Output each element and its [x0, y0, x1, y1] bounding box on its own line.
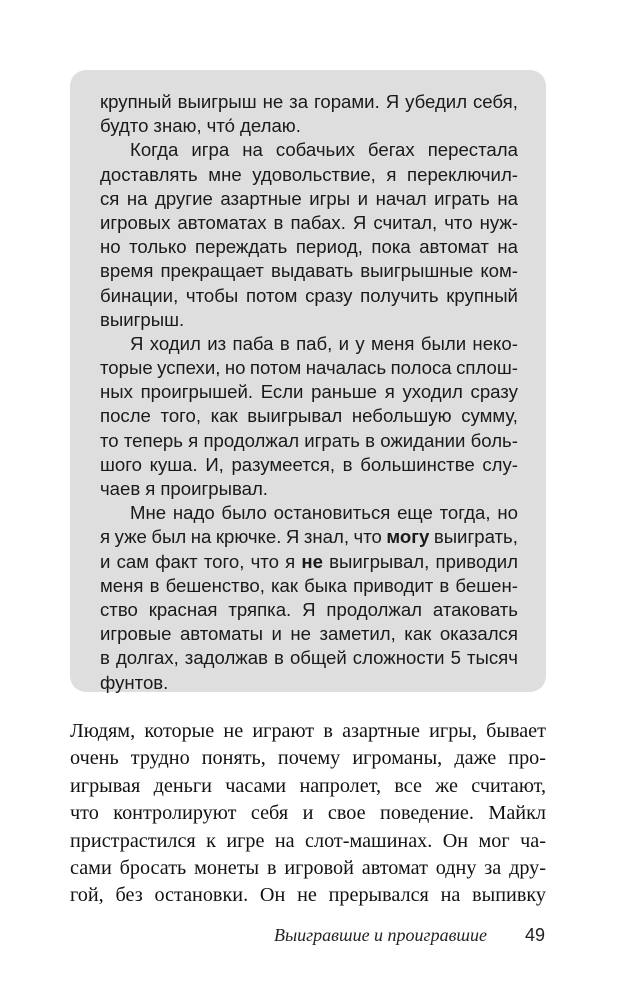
quote-line [100, 574, 518, 598]
word: собачьих [275, 139, 355, 161]
word: проигрышей. [140, 381, 254, 403]
word: что [353, 526, 382, 548]
word: продолжал [203, 429, 300, 451]
word: потом [245, 284, 298, 306]
word: контролируют [113, 802, 237, 825]
word: бегах [367, 139, 415, 161]
quote-line [100, 163, 518, 187]
word: сложности [352, 647, 445, 669]
word: все [394, 774, 422, 797]
word: на [126, 187, 148, 209]
word: задолжав [184, 647, 268, 669]
word: в [342, 453, 353, 475]
word: игры [309, 187, 351, 209]
word: успехи, [157, 357, 221, 379]
word: свое [327, 802, 366, 825]
word: мог [478, 829, 510, 852]
word: я [100, 526, 111, 548]
word: уходил [402, 381, 463, 403]
word: не [301, 550, 323, 572]
word: крупный [446, 284, 518, 306]
word: остановки. [154, 884, 249, 907]
word: не [262, 91, 284, 112]
word: не [297, 884, 317, 907]
word: горами. [314, 91, 380, 112]
word: игрывая [70, 774, 141, 797]
word: понять, [201, 747, 266, 770]
word: шого [100, 453, 142, 475]
word: бросать [119, 856, 187, 879]
word: делаю. [240, 115, 301, 137]
word: считают, [471, 774, 546, 797]
word: долгах, [115, 647, 179, 669]
word: знал, [303, 526, 350, 548]
word: я [386, 163, 397, 185]
word: играют [252, 720, 315, 742]
quote-line [100, 550, 518, 574]
quote-line [100, 187, 518, 211]
word: крупный [100, 91, 172, 112]
quote-line [100, 259, 518, 283]
word: из [207, 332, 227, 354]
word: убедил [405, 91, 468, 112]
word: играть [304, 429, 360, 451]
word: я [285, 550, 296, 572]
word: что [444, 211, 473, 233]
word: как [404, 623, 432, 645]
word: удовольствие, [252, 163, 376, 185]
quote-line [100, 284, 518, 308]
word: нуж- [479, 211, 518, 233]
word: только [129, 236, 187, 258]
word: меня [100, 574, 144, 596]
word: на [497, 187, 518, 209]
word: теперь [123, 429, 183, 451]
word: прерывался [328, 884, 429, 907]
word: у [355, 332, 365, 354]
quote-line [100, 90, 518, 114]
word: чтобы [185, 284, 239, 306]
running-title: Выигравшие и проигравшие [273, 925, 487, 945]
word: но [100, 236, 121, 258]
word: боль- [470, 429, 518, 451]
word: в [439, 574, 450, 596]
word: не [290, 623, 311, 645]
word: началась [305, 357, 387, 379]
word: автоматах [177, 211, 267, 233]
word: монеты [194, 856, 260, 879]
word: игры, [429, 720, 477, 742]
quote-line [100, 671, 518, 695]
quote-text [100, 90, 518, 695]
quote-line [100, 308, 518, 332]
word: начал [375, 187, 427, 209]
word: выигрышные [360, 260, 474, 282]
word: дру- [509, 856, 546, 879]
word: игроманы, [352, 747, 443, 770]
word: того, [160, 405, 202, 427]
word: бывает [486, 720, 546, 742]
word: к [206, 829, 216, 852]
word: на [497, 236, 518, 258]
word: Майкл [488, 802, 546, 825]
word: остановиться [273, 502, 391, 524]
word: сумму, [461, 405, 518, 427]
word: трудно [130, 747, 190, 770]
word: играть [434, 187, 490, 209]
word: факт [155, 550, 198, 572]
word: тряпка. [228, 598, 292, 620]
word: и [357, 187, 369, 209]
word: игровых [100, 211, 171, 233]
word: Когда [130, 139, 179, 161]
word: Я [285, 526, 300, 548]
word: и [338, 332, 350, 354]
word: сами [70, 856, 112, 879]
word: время [100, 260, 154, 282]
word: ходил [149, 332, 201, 354]
word: чаев [100, 478, 141, 499]
word: период, [295, 236, 363, 258]
word: еще [397, 502, 433, 524]
quote-line [100, 211, 518, 235]
word: без [115, 884, 143, 907]
word: могу [386, 526, 430, 548]
word: сразу [470, 381, 518, 403]
word: крючке. [215, 526, 282, 548]
word: Если [260, 381, 304, 403]
word: ча- [520, 829, 546, 852]
word: Я [302, 598, 316, 620]
word: же [435, 774, 458, 797]
word: как [270, 574, 299, 596]
word: что́ [206, 115, 236, 137]
word: одну [435, 856, 477, 879]
quote-line [100, 356, 518, 380]
quote-line [100, 404, 518, 428]
word: выпивку [472, 884, 546, 907]
word: другие [155, 187, 213, 209]
word: тогда, [439, 502, 491, 524]
word: в [279, 332, 290, 354]
main-text [70, 718, 546, 910]
word: меня [371, 332, 415, 354]
word: Мне [130, 502, 167, 524]
word: раньше [311, 381, 378, 403]
word: было [221, 502, 267, 524]
word: то [100, 429, 119, 451]
word: но [497, 502, 518, 524]
word: азартные [342, 720, 420, 742]
word: пристрастился [70, 829, 196, 852]
word: слот-машинах. [305, 829, 433, 852]
word: приводил [435, 550, 518, 572]
word: выигрыш [177, 91, 257, 112]
word: будто [100, 115, 149, 137]
quote-line [100, 622, 518, 646]
word: в [149, 574, 160, 596]
word: мне [208, 163, 242, 185]
word: большинстве [360, 453, 475, 475]
word: гой, [70, 884, 104, 907]
word: в [323, 720, 333, 742]
word: Людям, [70, 720, 136, 742]
body-line [70, 718, 546, 745]
word: Я [352, 211, 367, 233]
word: выдавать [270, 260, 354, 282]
word: И, [205, 453, 224, 475]
quote-line [100, 525, 518, 549]
quote-line [100, 429, 518, 453]
word: слу- [482, 453, 518, 475]
word: почему [277, 747, 341, 770]
body-line [70, 800, 546, 827]
word: за [484, 856, 502, 879]
word: в [365, 429, 375, 451]
word: переключил- [407, 163, 518, 185]
word: перестала [427, 139, 518, 161]
word: сразу [305, 284, 353, 306]
word: автоматы [179, 623, 263, 645]
word: Он [259, 884, 286, 907]
word: куша. [149, 453, 198, 475]
word: приводит [353, 574, 434, 596]
word: часами [225, 774, 287, 797]
word: в [266, 856, 277, 879]
word: неко- [472, 332, 518, 354]
word: небольшую [351, 405, 452, 427]
word: не [223, 720, 244, 742]
word: доставлять [100, 163, 198, 185]
word: после [100, 405, 151, 427]
word: полоса [390, 357, 452, 379]
word: общей [289, 647, 347, 669]
word: очень [70, 747, 119, 770]
word: ком- [480, 260, 518, 282]
word: уже [114, 526, 147, 548]
word: знаю, [153, 115, 202, 137]
quote-line [100, 332, 518, 356]
page-footer [274, 925, 545, 946]
word: Я [130, 332, 144, 354]
body-line [70, 773, 546, 800]
word: того, [203, 550, 245, 572]
word: разумеется, [231, 453, 336, 475]
word: что [70, 802, 99, 825]
word: автомат [419, 236, 489, 258]
page-number: 49 [524, 925, 545, 945]
word: деньги [153, 774, 212, 797]
word: на [440, 884, 461, 907]
word: оказался [439, 623, 518, 645]
word: бешен- [455, 574, 518, 596]
word: ство [100, 598, 138, 620]
word: паба [232, 332, 274, 354]
word: сам [116, 550, 149, 572]
word: на [242, 139, 263, 161]
word: надо [172, 502, 215, 524]
word: получить [360, 284, 439, 306]
word: как [210, 405, 238, 427]
quote-line [100, 598, 518, 622]
word: красная [148, 598, 218, 620]
word: в [100, 647, 110, 669]
word: тысяч [466, 647, 518, 669]
body-line [70, 828, 546, 855]
word: сплош- [456, 357, 518, 379]
word: я [188, 429, 199, 451]
word: пока [371, 236, 411, 258]
quote-line [100, 453, 518, 477]
word: ожидании [380, 429, 466, 451]
word: игре [226, 829, 265, 852]
word: считал, [373, 211, 438, 233]
quote-line [100, 138, 518, 162]
word: был [151, 526, 187, 548]
word: на [274, 829, 295, 852]
quote-line [100, 477, 518, 501]
word: я [145, 478, 156, 499]
word: проигрывал. [160, 478, 268, 499]
word: ных [100, 381, 133, 403]
word: в [273, 211, 284, 233]
word: на [190, 526, 212, 548]
word: Он [442, 829, 469, 852]
word: и [100, 550, 111, 572]
word: азартные [220, 187, 302, 209]
word: поведение. [380, 802, 474, 825]
word: даже [454, 747, 497, 770]
word: заметил, [319, 623, 396, 645]
word: быка [304, 574, 348, 596]
word: игровые [100, 623, 172, 645]
body-line [70, 855, 546, 882]
word: что [250, 550, 279, 572]
word: были [420, 332, 467, 354]
body-line [70, 745, 546, 772]
word: напролет, [299, 774, 382, 797]
word: бинации, [100, 284, 179, 306]
word: Я [385, 91, 400, 112]
word: продолжал [326, 598, 423, 620]
quote-line [100, 501, 518, 525]
word: пабах. [290, 211, 346, 233]
word: потом [249, 357, 302, 379]
word: себя, [473, 91, 518, 112]
word: автомат [361, 856, 428, 879]
quote-line [100, 380, 518, 404]
word: игра [191, 139, 230, 161]
word: выиграть, [433, 526, 518, 548]
word: прекращает [160, 260, 264, 282]
word: которые [144, 720, 215, 742]
word: но [224, 357, 246, 379]
word: и [271, 623, 282, 645]
word: бешенство, [165, 574, 265, 596]
word: себя [250, 802, 289, 825]
quote-line [100, 114, 518, 138]
word: в [274, 647, 284, 669]
word: 5 [450, 647, 461, 669]
word: за [289, 91, 309, 112]
word: ся [100, 187, 120, 209]
quote-line [100, 646, 518, 670]
word: и [302, 802, 314, 825]
body-line [70, 882, 546, 909]
word: про- [508, 747, 546, 770]
word: атаковать [432, 598, 518, 620]
word: я [384, 381, 395, 403]
word: переждать [195, 236, 288, 258]
word: выигрывал [247, 405, 343, 427]
word: фунтов. [100, 671, 169, 693]
quote-line [100, 235, 518, 259]
word: игровой [284, 856, 354, 879]
word: выигрывал, [329, 550, 430, 572]
word: паб, [296, 332, 333, 354]
word: выигрыш. [100, 308, 185, 330]
word: торые [100, 357, 153, 379]
